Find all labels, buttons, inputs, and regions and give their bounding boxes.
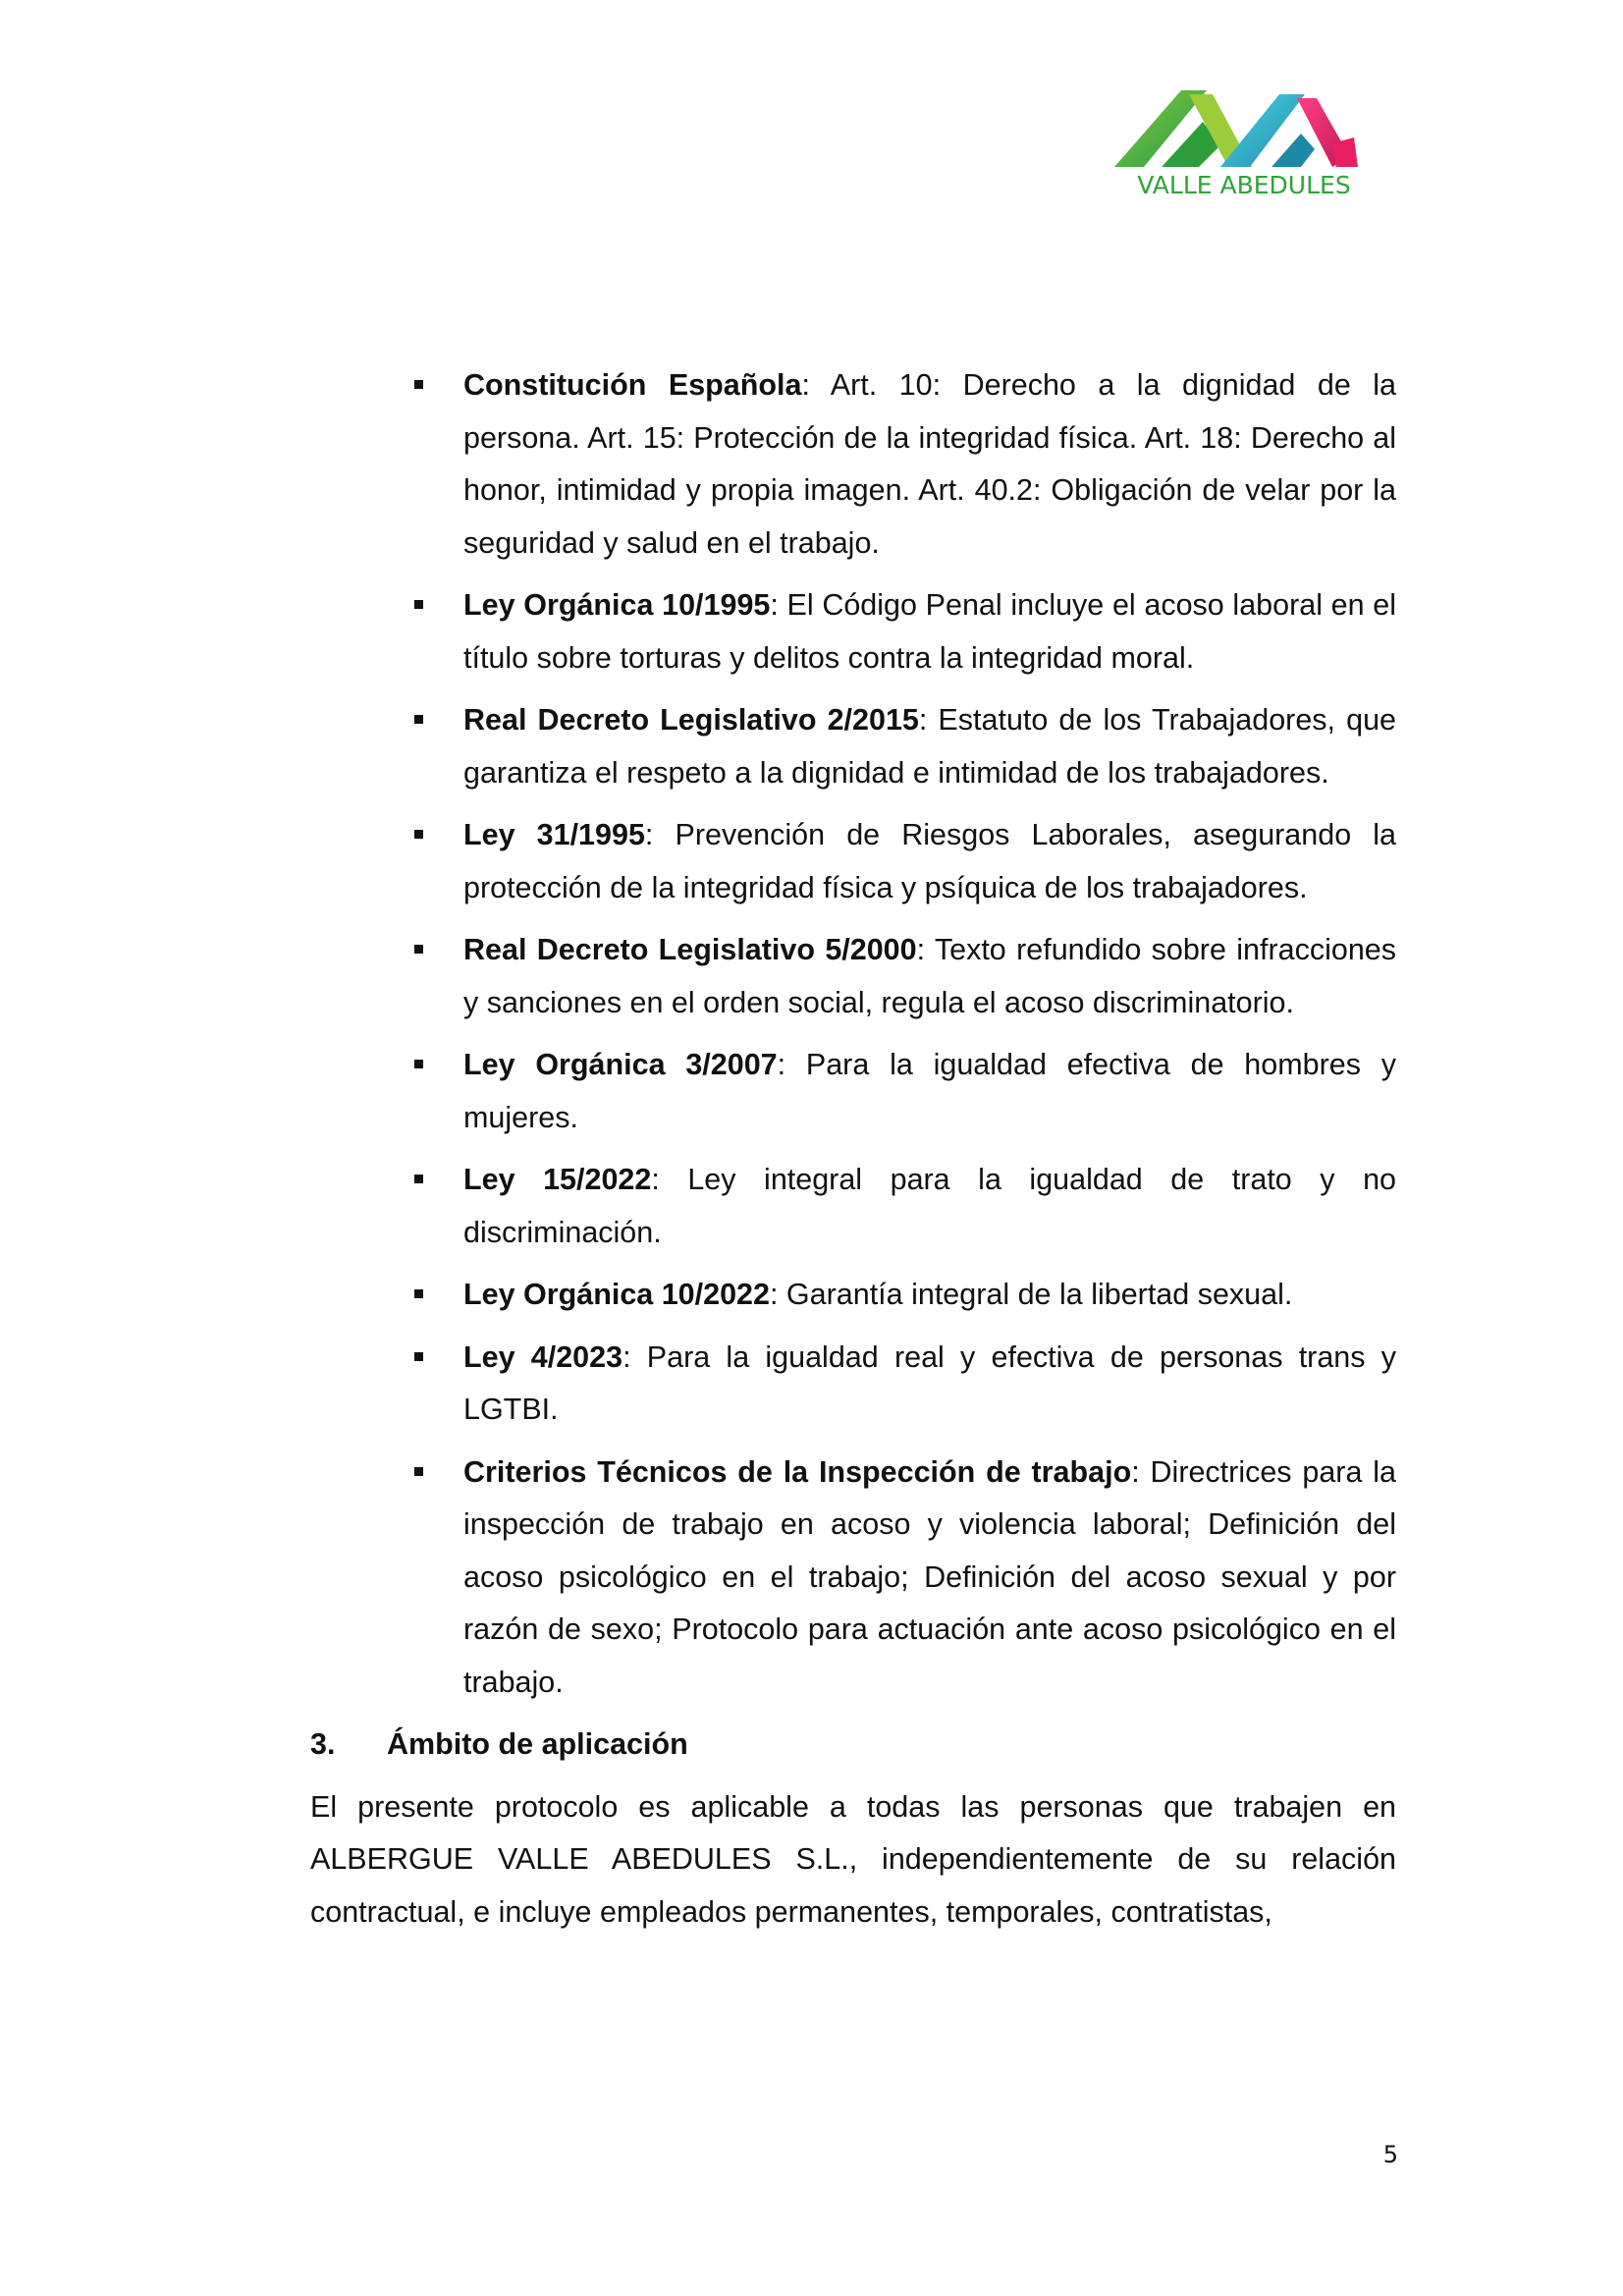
page-number: 5	[1382, 2141, 1398, 2168]
list-item	[310, 1039, 1396, 1144]
law-description: : El Código Penal incluye el acoso laboral en el título sobre torturas y delitos contra la integridad moral.	[463, 588, 1396, 675]
list-item	[310, 1269, 1396, 1322]
document-body	[310, 359, 1396, 1939]
square-bullet-icon	[414, 1060, 423, 1068]
law-name: Constitución Española	[463, 368, 802, 402]
section-heading	[310, 1719, 1396, 1772]
law-name: Ley 4/2023	[463, 1339, 623, 1374]
square-bullet-icon	[414, 1352, 423, 1361]
law-name: Ley Orgánica 10/2022	[463, 1278, 770, 1311]
square-bullet-icon	[414, 1175, 423, 1183]
law-name: Ley 31/1995	[463, 818, 645, 851]
company-logo	[1105, 84, 1360, 202]
law-name: Ley 15/2022	[463, 1163, 652, 1196]
law-name: Real Decreto Legislativo 5/2000	[463, 933, 917, 966]
logo-mountains-icon	[1105, 84, 1360, 183]
law-description: : Para la igualdad efectiva de hombres y mujeres.	[463, 1048, 1396, 1134]
square-bullet-icon	[414, 715, 423, 724]
body-paragraph: El presente protocolo es aplicable a todas las personas que trabajen en ALBERGUE VALLE ABEDULES S.L., independientemente de su relación contractual, e incluye empleados permanentes, temporales, contratistas,	[310, 1789, 1396, 1929]
law-description: : Garantía integral de la libertad sexual.	[769, 1278, 1293, 1311]
section-title: Ámbito de aplicación	[387, 1727, 688, 1761]
list-item	[310, 809, 1396, 914]
law-name: Ley Orgánica 3/2007	[463, 1048, 778, 1081]
law-description: : Ley integral para la igualdad de trato y no discriminación.	[463, 1163, 1396, 1249]
square-bullet-icon	[414, 600, 423, 609]
law-name: Criterios Técnicos de la Inspección de trabajo	[463, 1454, 1132, 1489]
square-bullet-icon	[414, 380, 423, 389]
list-item	[310, 1332, 1396, 1437]
section-number: 3.	[310, 1727, 336, 1761]
law-name: Real Decreto Legislativo 2/2015	[463, 703, 919, 737]
list-item	[310, 359, 1396, 570]
square-bullet-icon	[414, 1467, 423, 1476]
law-name: Ley Orgánica 10/1995	[463, 588, 771, 622]
square-bullet-icon	[414, 945, 423, 954]
list-item	[310, 1447, 1396, 1710]
list-item	[310, 694, 1396, 799]
square-bullet-icon	[414, 1289, 423, 1298]
list-item	[310, 924, 1396, 1029]
square-bullet-icon	[414, 830, 423, 839]
law-description: : Estatuto de los Trabajadores, que garantiza el respeto a la dignidad e intimidad de los trabajadores.	[463, 703, 1396, 790]
law-description: : Prevención de Riesgos Laborales, asegurando la protección de la integridad física y psíquica de los trabajadores.	[463, 818, 1396, 904]
logo-text: VALLE ABEDULES	[1137, 171, 1351, 199]
law-description: : Art. 10: Derecho a la dignidad de la persona. Art. 15: Protección de la integridad física. Art. 18: Derecho al honor, intimidad y propia imagen. Art. 40.2: Obligación de velar por la seguridad y salud en el trabajo.	[463, 368, 1397, 560]
list-item	[310, 1154, 1396, 1259]
law-description: : Directrices para la inspección de trabajo en acoso y violencia laboral; Definición del acoso psicológico en el trabajo; Definición del acoso sexual y por razón de sexo; Protocolo para actuación ante acoso psicológico en el trabajo.	[463, 1454, 1396, 1699]
law-description: : Para la igualdad real y efectiva de personas trans y LGTBI.	[463, 1339, 1396, 1426]
law-description: : Texto refundido sobre infracciones y sanciones en el orden social, regula el acoso discriminatorio.	[463, 933, 1396, 1019]
list-item	[310, 579, 1396, 684]
legal-references-list	[310, 359, 1396, 1709]
